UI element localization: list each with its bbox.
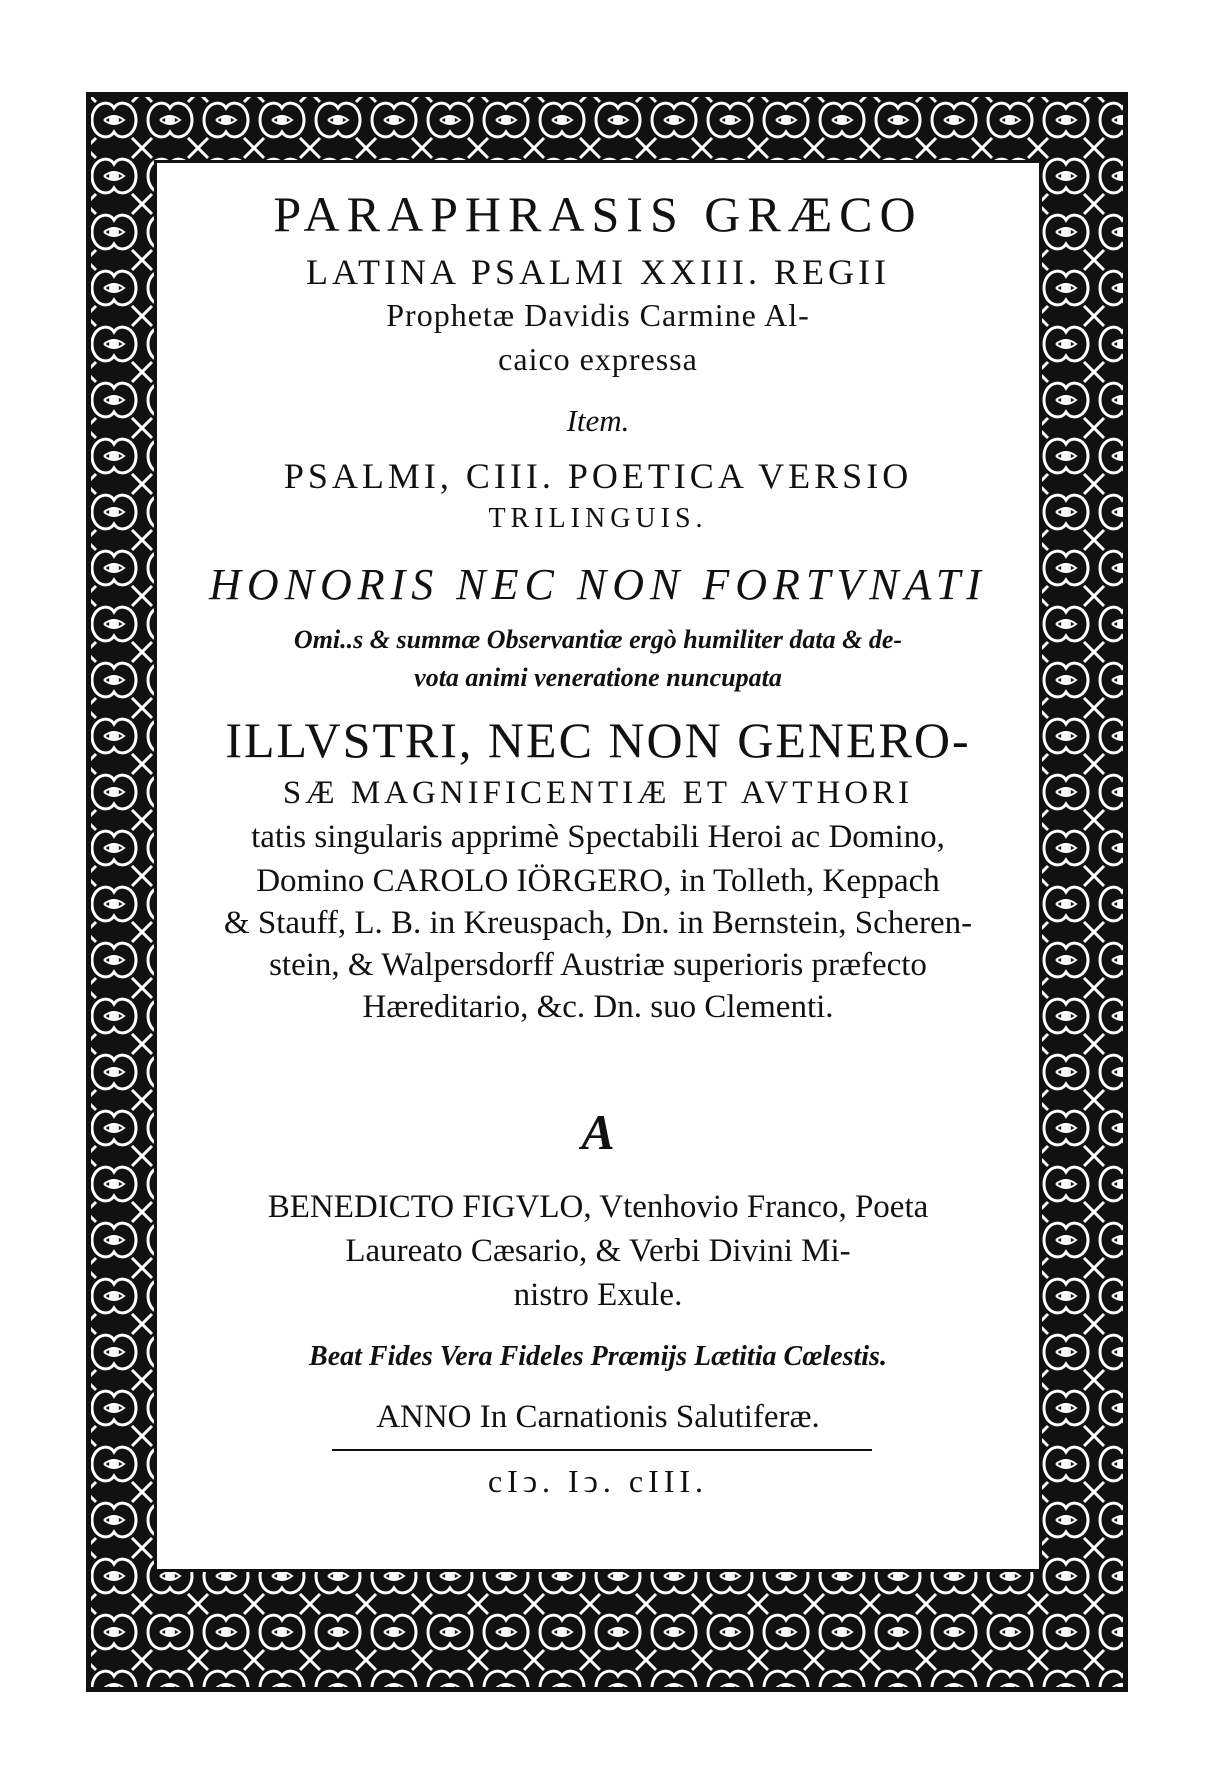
author-line-3: nistro Exule. xyxy=(513,1277,683,1313)
body-line-5: Hæreditario, &c. Dn. suo Clementi. xyxy=(362,989,834,1025)
author-line-2: Laureato Cæsario, & Verbi Divini Mi- xyxy=(345,1233,851,1269)
motto: Beat Fides Vera Fideles Præmijs Lætitia Cœlestis. xyxy=(309,1341,887,1372)
illustri-line-1: ILLVSTRI, NEC NON GENERO- xyxy=(225,712,971,768)
author-line-1: BENEDICTO FIGVLO, Vtenhovio Franco, Poeta xyxy=(267,1189,929,1225)
honoris-heading: HONORIS NEC NON FORTVNATI xyxy=(209,560,987,609)
psalm-line-1: PSALMI, CIII. POETICA VERSIO xyxy=(283,456,913,496)
title-line-3: Prophetæ Davidis Carmine Al- xyxy=(386,297,810,333)
illustri-line-2: SÆ MAGNIFICENTIÆ ET AVTHORI xyxy=(282,775,914,811)
body-line-4: stein, & Walpersdorff Austriæ superioris præfecto xyxy=(269,947,927,983)
title-line-2: LATINA PSALMI XXIII. REGII xyxy=(306,252,890,292)
item-label: Item. xyxy=(566,403,630,438)
divider-rule xyxy=(332,1449,872,1451)
title-panel xyxy=(154,160,1042,1572)
a-initial: A xyxy=(581,1104,615,1160)
body-line-1: tatis singularis apprimè Spectabili Heroi ac Domino, xyxy=(251,819,945,855)
body-line-3: & Stauff, L. B. in Kreuspach, Dn. in Bernstein, Scheren- xyxy=(223,905,973,941)
psalm-line-2: TRILINGUIS. xyxy=(488,503,708,534)
dedication-line-1: Omi..s & summæ Observantiæ ergò humiliter data & de- xyxy=(293,625,903,654)
anno-line: ANNO In Carnationis Salutiferæ. xyxy=(376,1399,820,1435)
dedication-line-2: vota animi veneratione nuncupata xyxy=(414,663,782,692)
title-line-4: caico expressa xyxy=(498,341,698,377)
title-line-1: PARAPHRASIS GRÆCO xyxy=(273,186,923,242)
body-line-2: Domino CAROLO IÖRGERO, in Tolleth, Keppach xyxy=(256,863,940,899)
date-line: cIↄ. Iↄ. cIII. xyxy=(487,1463,709,1499)
